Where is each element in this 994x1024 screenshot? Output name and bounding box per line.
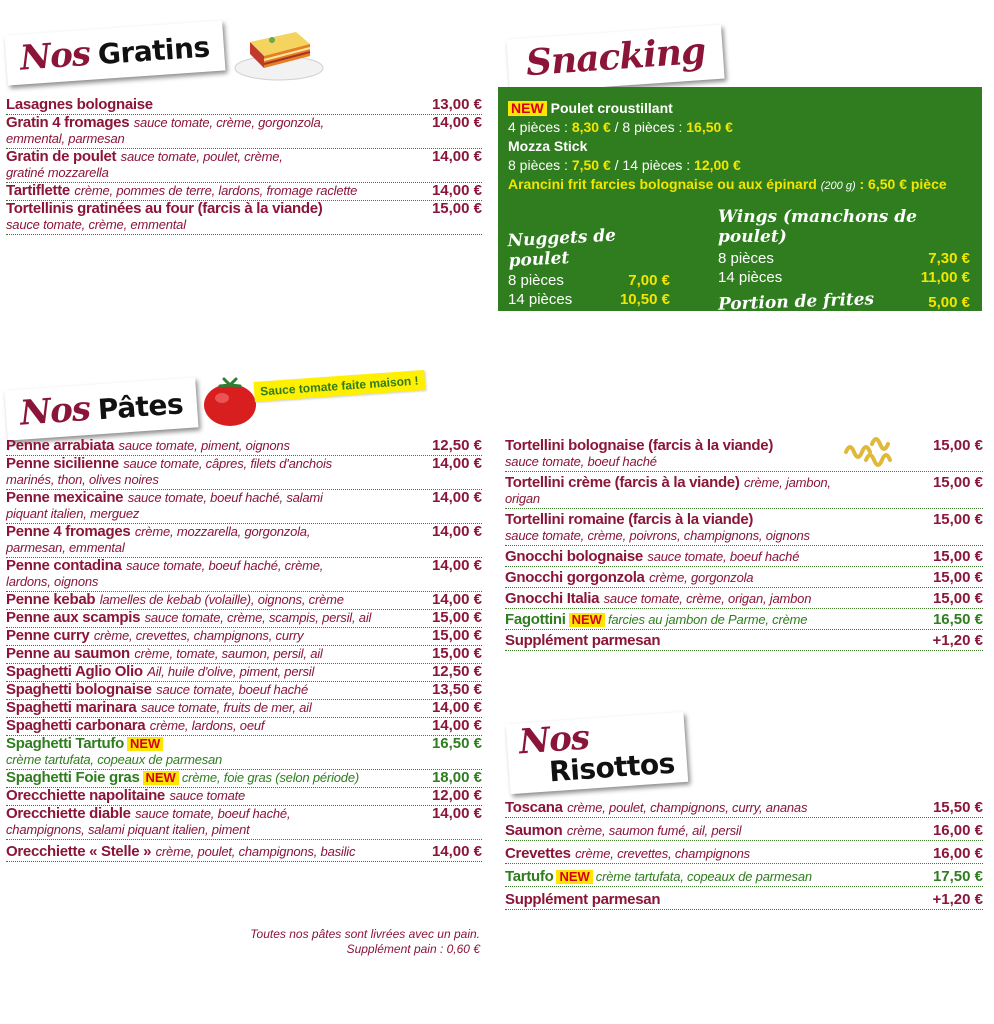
pates-title-block: Pâtes: [96, 387, 185, 427]
pates-item-1: [6, 456, 482, 490]
item-desc: sauce tomate, crème, scampis, persil, ail: [144, 610, 372, 625]
snack-arancini-name: Arancini frit farcies bolognaise ou aux épinard: [508, 176, 817, 192]
pates-note: [180, 927, 480, 957]
item-price: 14,00 €: [431, 523, 482, 540]
snacking-box: [498, 87, 982, 315]
risottos-title-block: Risottos: [548, 746, 676, 789]
snack-poulet-line-a: 4 pièces :: [508, 119, 572, 135]
wings-row: [718, 249, 970, 268]
pates-right-item-5: [505, 588, 983, 609]
item-name: Spaghetti Aglio Olio: [6, 663, 143, 680]
nuggets-label: 8 pièces: [508, 272, 564, 289]
pates-item-17: [6, 840, 482, 862]
item-desc: crème, poulet, champignons, basilic: [155, 844, 356, 859]
item-price: 13,00 €: [431, 96, 482, 113]
item-name: Lasagnes bolognaise: [6, 96, 153, 113]
snack-poulet-line-b: / 8 pièces :: [610, 119, 687, 135]
item-price: 15,00 €: [932, 548, 983, 565]
item-desc-2: origan: [505, 491, 540, 506]
item-desc: lamelles de kebab (volaille), oignons, crème: [99, 592, 344, 607]
tomato-icon: [202, 376, 258, 428]
nuggets-label: 14 pièces: [508, 291, 573, 308]
item-desc: sauce tomate, crème, gorgonzola,: [133, 115, 324, 130]
item-desc: crème, foie gras (selon période): [181, 770, 359, 785]
snack-mozza-line-a: 8 pièces :: [508, 157, 572, 173]
item-desc: crème, lardons, oeuf: [149, 718, 265, 733]
item-desc-2: lardons, oignons: [6, 574, 99, 589]
item-desc-2: sauce tomate, crème, emmental: [6, 217, 186, 232]
pates-item-0: [6, 438, 482, 456]
frites-row: [717, 289, 970, 315]
item-name: Crevettes: [505, 845, 571, 862]
item-desc: sauce tomate, poulet, crème,: [120, 149, 283, 164]
pates-right-item-7: [505, 630, 983, 651]
risottos-item-3: [505, 864, 983, 887]
pates-item-14: [6, 770, 482, 788]
pates-note-line1: Toutes nos pâtes sont livrées avec un pain.: [250, 927, 480, 941]
pates-right-item-2: [505, 509, 983, 546]
gratins-title-script: Nos: [18, 33, 92, 79]
lasagna-icon: [232, 20, 326, 82]
item-name: Tartiflette: [6, 182, 70, 199]
item-price: 18,00 €: [431, 769, 482, 786]
wings-row: [718, 268, 970, 287]
item-price: 14,00 €: [431, 114, 482, 131]
item-desc: sauce tomate, boeuf haché, salami: [127, 490, 323, 505]
item-desc: sauce tomate, piment, oignons: [118, 438, 290, 453]
snack-mozza-line-b: / 14 pièces :: [610, 157, 695, 173]
item-desc-2: sauce tomate, boeuf haché: [505, 454, 657, 469]
pates-item-6: [6, 610, 482, 628]
item-name: Orecchiette « Stelle »: [6, 843, 152, 860]
item-name: Penne au saumon: [6, 645, 130, 662]
snack-poulet-name: Poulet croustillant: [550, 100, 673, 116]
risottos-title-script: Nos: [517, 717, 591, 763]
frites-title: Portion de frites: [717, 289, 875, 315]
item-price: 14,00 €: [431, 717, 482, 734]
item-price: 14,00 €: [431, 843, 482, 860]
wings-price: 7,30 €: [928, 250, 970, 267]
nuggets-row: [508, 290, 670, 309]
item-name: Penne arrabiata: [6, 437, 115, 454]
item-price: 15,00 €: [932, 474, 983, 491]
item-price: 16,50 €: [431, 735, 482, 752]
frites-price: 5,00 €: [928, 294, 970, 311]
wings-title: Wings (manchons de poulet): [718, 207, 917, 247]
nuggets-price: 7,00 €: [628, 272, 670, 289]
new-badge: NEW: [569, 613, 605, 627]
item-price: 16,50 €: [932, 611, 983, 628]
snack-mozza-price-b: 12,00 €: [694, 157, 741, 173]
pates-item-10: [6, 682, 482, 700]
item-desc-2: crème tartufata, copeaux de parmesan: [6, 752, 223, 767]
snack-mozza-prices: [508, 156, 972, 175]
item-price: 16,00 €: [932, 845, 983, 862]
item-name: Orecchiette napolitaine: [6, 787, 165, 804]
item-desc-2: gratiné mozzarella: [6, 165, 109, 180]
item-desc: crème, pommes de terre, lardons, fromage raclette: [74, 183, 358, 198]
pates-item-7: [6, 628, 482, 646]
item-name: Tortellini crème (farcis à la viande): [505, 474, 740, 491]
pates-right-item-4: [505, 567, 983, 588]
snack-poulet-title: [508, 99, 972, 118]
item-desc: farcies au jambon de Parme, crème: [607, 612, 808, 627]
gratins-item-1: [6, 115, 482, 149]
pates-right-item-3: [505, 546, 983, 567]
pates-right-item-0: [505, 438, 983, 472]
snack-mozza-name: Mozza Stick: [508, 138, 588, 154]
item-price: 15,00 €: [932, 590, 983, 607]
new-badge: NEW: [127, 737, 163, 751]
item-name: Spaghetti bolognaise: [6, 681, 152, 698]
pates-right-item-1: [505, 472, 983, 509]
snacking-title: Snacking: [524, 29, 707, 85]
item-desc: sauce tomate, boeuf haché, crème,: [125, 558, 324, 573]
item-price: 15,00 €: [431, 627, 482, 644]
item-price: 14,00 €: [431, 489, 482, 506]
item-price: 15,00 €: [431, 200, 482, 217]
item-name: Fagottini: [505, 611, 566, 628]
risottos-item-4: [505, 887, 983, 910]
gratins-title-tag: [5, 20, 226, 85]
item-desc-2: champignons, salami piquant italien, piment: [6, 822, 250, 837]
new-badge: NEW: [143, 771, 179, 785]
item-name: Penne mexicaine: [6, 489, 124, 506]
item-price: 14,00 €: [431, 455, 482, 472]
item-price: 12,50 €: [431, 663, 482, 680]
item-name: Gnocchi Italia: [505, 590, 600, 607]
pates-item-11: [6, 700, 482, 718]
item-name: Penne 4 fromages: [6, 523, 131, 540]
new-badge: NEW: [556, 870, 592, 884]
item-price: 15,00 €: [932, 437, 983, 454]
item-desc: crème, jambon,: [744, 475, 831, 490]
item-name: Orecchiette diable: [6, 805, 131, 822]
snack-poulet-prices: [508, 118, 972, 137]
risottos-item-2: [505, 841, 983, 864]
item-desc: sauce tomate, boeuf haché: [647, 549, 800, 564]
item-name: Penne curry: [6, 627, 90, 644]
item-name: Tortellini bolognaise (farcis à la viande): [505, 437, 774, 454]
item-name: Penne aux scampis: [6, 609, 141, 626]
item-price: 15,00 €: [932, 569, 983, 586]
item-name: Toscana: [505, 799, 563, 816]
item-price: +1,20 €: [932, 891, 983, 908]
item-desc-2: parmesan, emmental: [6, 540, 125, 555]
snack-mozza-price-a: 7,50 €: [571, 157, 611, 173]
wings-label: 8 pièces: [718, 250, 774, 267]
pates-item-16: [6, 806, 482, 840]
item-desc: crème, tomate, saumon, persil, ail: [134, 646, 323, 661]
pates-right-item-6: [505, 609, 983, 630]
item-desc: crème, poulet, champignons, curry, ananas: [567, 800, 808, 815]
sauce-badge: Sauce tomate faite maison !: [254, 370, 426, 402]
item-desc: sauce tomate, câpres, filets d'anchois: [123, 456, 332, 471]
item-price: 15,00 €: [431, 645, 482, 662]
item-desc-2: marinés, thon, olives noires: [6, 472, 159, 487]
snack-poulet-price-b: 16,50 €: [686, 119, 733, 135]
item-price: 17,50 €: [932, 868, 983, 885]
item-desc: crème tartufata, copeaux de parmesan: [595, 869, 812, 884]
pates-item-12: [6, 718, 482, 736]
item-price: 14,00 €: [431, 699, 482, 716]
item-price: 15,50 €: [932, 799, 983, 816]
item-name: Gratin de poulet: [6, 148, 117, 165]
item-desc: crème, crevettes, champignons: [575, 846, 750, 861]
pates-item-9: [6, 664, 482, 682]
snacking-title-tag: [506, 25, 725, 94]
item-desc: sauce tomate, boeuf haché: [156, 682, 308, 697]
item-price: 13,50 €: [431, 681, 482, 698]
pates-item-13: [6, 736, 482, 770]
risottos-title-tag: [506, 712, 688, 794]
new-badge: NEW: [508, 101, 547, 116]
item-name: Supplément parmesan: [505, 891, 661, 908]
item-price: 14,00 €: [431, 591, 482, 608]
item-name: Spaghetti Tartufo: [6, 735, 124, 752]
pates-list: [6, 438, 482, 862]
item-desc-2: sauce tomate, crème, poivrons, champignons, oignons: [505, 528, 810, 543]
item-name: Gnocchi bolognaise: [505, 548, 643, 565]
item-desc-2: piquant italien, merguez: [6, 506, 140, 521]
gratins-item-0: [6, 97, 482, 115]
risottos-item-0: [505, 797, 983, 818]
pates-item-4: [6, 558, 482, 592]
item-name: Gratin 4 fromages: [6, 114, 130, 131]
item-price: 14,00 €: [431, 805, 482, 822]
nuggets-price: 10,50 €: [619, 291, 670, 308]
item-desc: sauce tomate, fruits de mer, ail: [140, 700, 312, 715]
wings-price: 11,00 €: [920, 269, 970, 286]
wings-block: [717, 207, 970, 315]
pates-title-tag: [4, 377, 198, 440]
item-name: Tartufo: [505, 868, 554, 885]
snack-arancini-price: : 6,50 € pièce: [855, 176, 947, 192]
pates-right-list: [505, 438, 983, 651]
item-name: Tortellinis gratinées au four (farcis à la viande): [6, 200, 323, 217]
pates-note-line2: Supplément pain : 0,60 €: [346, 942, 480, 956]
item-price: 12,50 €: [431, 437, 482, 454]
gratins-list: [6, 97, 482, 235]
item-name: Spaghetti marinara: [6, 699, 137, 716]
item-price: +1,20 €: [932, 632, 983, 649]
item-price: 15,00 €: [431, 609, 482, 626]
item-name: Tortellini romaine (farcis à la viande): [505, 511, 754, 528]
item-desc-2: emmental, parmesan: [6, 131, 125, 146]
item-desc: crème, saumon fumé, ail, persil: [566, 823, 742, 838]
pates-item-3: [6, 524, 482, 558]
pates-item-8: [6, 646, 482, 664]
item-name: Gnocchi gorgonzola: [505, 569, 645, 586]
pates-item-2: [6, 490, 482, 524]
item-name: Spaghetti carbonara: [6, 717, 146, 734]
snack-arancini: [508, 175, 972, 196]
item-name: Spaghetti Foie gras: [6, 769, 140, 786]
snack-poulet-price-a: 8,30 €: [571, 119, 611, 135]
gratins-item-4: [6, 201, 482, 235]
item-price: 16,00 €: [932, 822, 983, 839]
item-price: 14,00 €: [431, 148, 482, 165]
item-price: 14,00 €: [431, 182, 482, 199]
pates-title-script: Nos: [18, 388, 92, 434]
risottos-item-1: [505, 818, 983, 841]
item-name: Penne contadina: [6, 557, 122, 574]
item-desc: crème, crevettes, champignons, curry: [93, 628, 304, 643]
item-desc: sauce tomate: [169, 788, 246, 803]
nuggets-block: [508, 227, 670, 309]
nuggets-title: Nuggets de poulet: [507, 225, 617, 272]
gratins-item-3: [6, 183, 482, 201]
snack-arancini-weight: (200 g): [820, 180, 856, 192]
item-name: Penne kebab: [6, 591, 96, 608]
item-desc: crème, mozzarella, gorgonzola,: [134, 524, 311, 539]
item-name: Saumon: [505, 822, 563, 839]
pates-item-5: [6, 592, 482, 610]
gratins-title-block: Gratins: [96, 30, 211, 72]
pates-item-15: [6, 788, 482, 806]
item-price: 15,00 €: [932, 511, 983, 528]
gratins-item-2: [6, 149, 482, 183]
item-desc: sauce tomate, boeuf haché,: [135, 806, 291, 821]
item-price: 12,00 €: [431, 787, 482, 804]
nuggets-row: [508, 271, 670, 290]
risottos-list: [505, 797, 983, 910]
item-desc: Ail, huile d'olive, piment, persil: [147, 664, 315, 679]
item-desc: sauce tomate, crème, origan, jambon: [603, 591, 812, 606]
item-name: Penne sicilienne: [6, 455, 119, 472]
item-price: 14,00 €: [431, 557, 482, 574]
wings-label: 14 pièces: [718, 269, 783, 286]
item-desc: crème, gorgonzola: [649, 570, 754, 585]
item-name: Supplément parmesan: [505, 632, 661, 649]
